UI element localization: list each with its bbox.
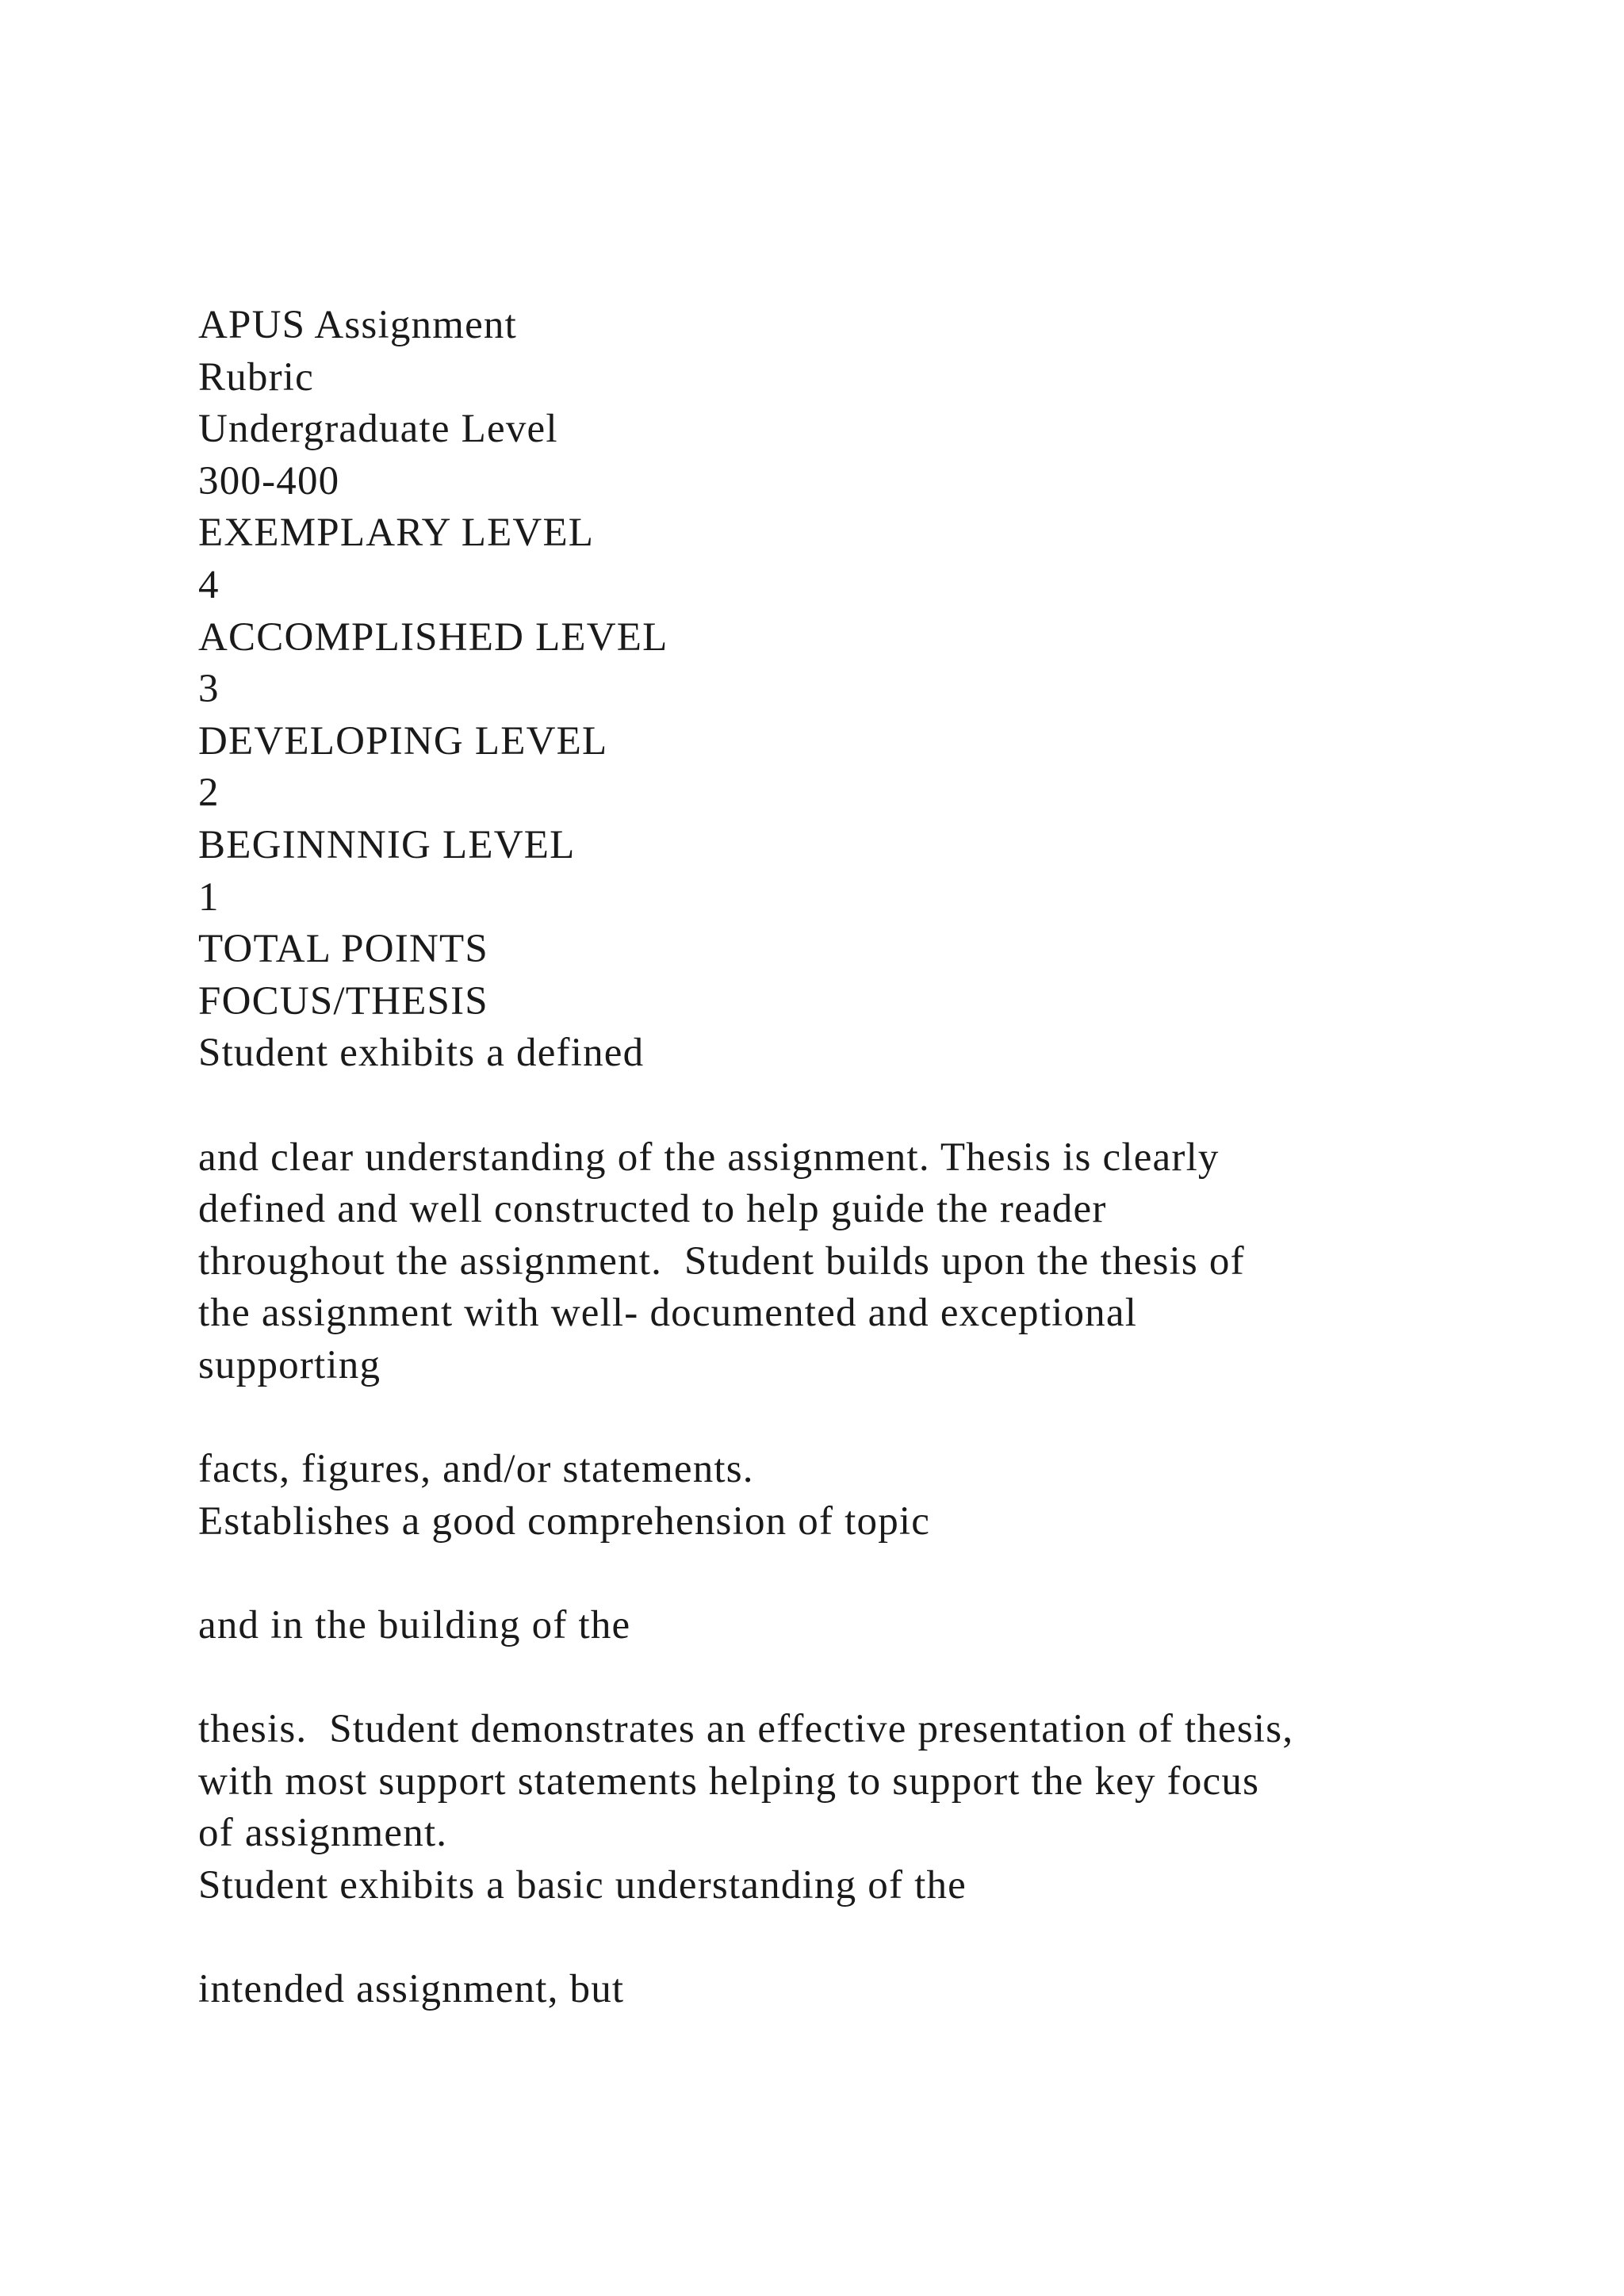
document-body bbox=[198, 300, 1546, 2016]
rubric-level-heading: ACCOMPLISHED LEVEL bbox=[198, 614, 668, 660]
paragraph-line: supporting bbox=[198, 1342, 381, 1387]
total-points-heading: TOTAL POINTS bbox=[198, 927, 488, 972]
paragraph-line: throughout the assignment. Student builds upon the thesis of bbox=[198, 1238, 1245, 1284]
blank-line bbox=[198, 1911, 1546, 1964]
blank-line bbox=[198, 1548, 1546, 1600]
paragraph-line: and in the building of the bbox=[198, 1602, 631, 1647]
paragraph-line: thesis. Student demonstrates an effective presentation of thesis, bbox=[198, 1707, 1294, 1752]
blank-line bbox=[198, 1651, 1546, 1704]
rubric-level-heading: BEGINNNIG LEVEL bbox=[198, 822, 576, 867]
blank-line bbox=[198, 1391, 1546, 1444]
paragraph-line: facts, figures, and/or statements. bbox=[198, 1447, 754, 1492]
doc-subtitle: Rubric bbox=[198, 354, 315, 400]
paragraph-line: of assignment. bbox=[198, 1811, 448, 1856]
rubric-level-points: 1 bbox=[198, 874, 220, 920]
rubric-level-points: 2 bbox=[198, 771, 220, 816]
criterion-heading: FOCUS/THESIS bbox=[198, 978, 488, 1024]
paragraph-line: Student exhibits a basic understanding of the bbox=[198, 1862, 967, 1908]
paragraph-line: and clear understanding of the assignment. Thesis is clearly bbox=[198, 1135, 1220, 1180]
rubric-level-points: 3 bbox=[198, 667, 220, 712]
paragraph-line: the assignment with well- documented and exceptional bbox=[198, 1291, 1138, 1336]
paragraph-line: Student exhibits a defined bbox=[198, 1031, 645, 1076]
paragraph-line: intended assignment, but bbox=[198, 1967, 625, 2011]
paragraph-line: with most support statements helping to support the key focus bbox=[198, 1758, 1260, 1804]
doc-title: APUS Assignment bbox=[198, 303, 517, 347]
rubric-level-points: 4 bbox=[198, 562, 220, 607]
rubric-level-heading: DEVELOPING LEVEL bbox=[198, 718, 608, 763]
doc-course-range: 300-400 bbox=[198, 458, 340, 503]
paragraph-line: defined and well constructed to help guide the reader bbox=[198, 1187, 1107, 1232]
rubric-level-heading: EXEMPLARY LEVEL bbox=[198, 511, 595, 556]
doc-level: Undergraduate Level bbox=[198, 407, 558, 452]
blank-line bbox=[198, 1080, 1546, 1132]
paragraph-line: Establishes a good comprehension of topic bbox=[198, 1498, 931, 1544]
